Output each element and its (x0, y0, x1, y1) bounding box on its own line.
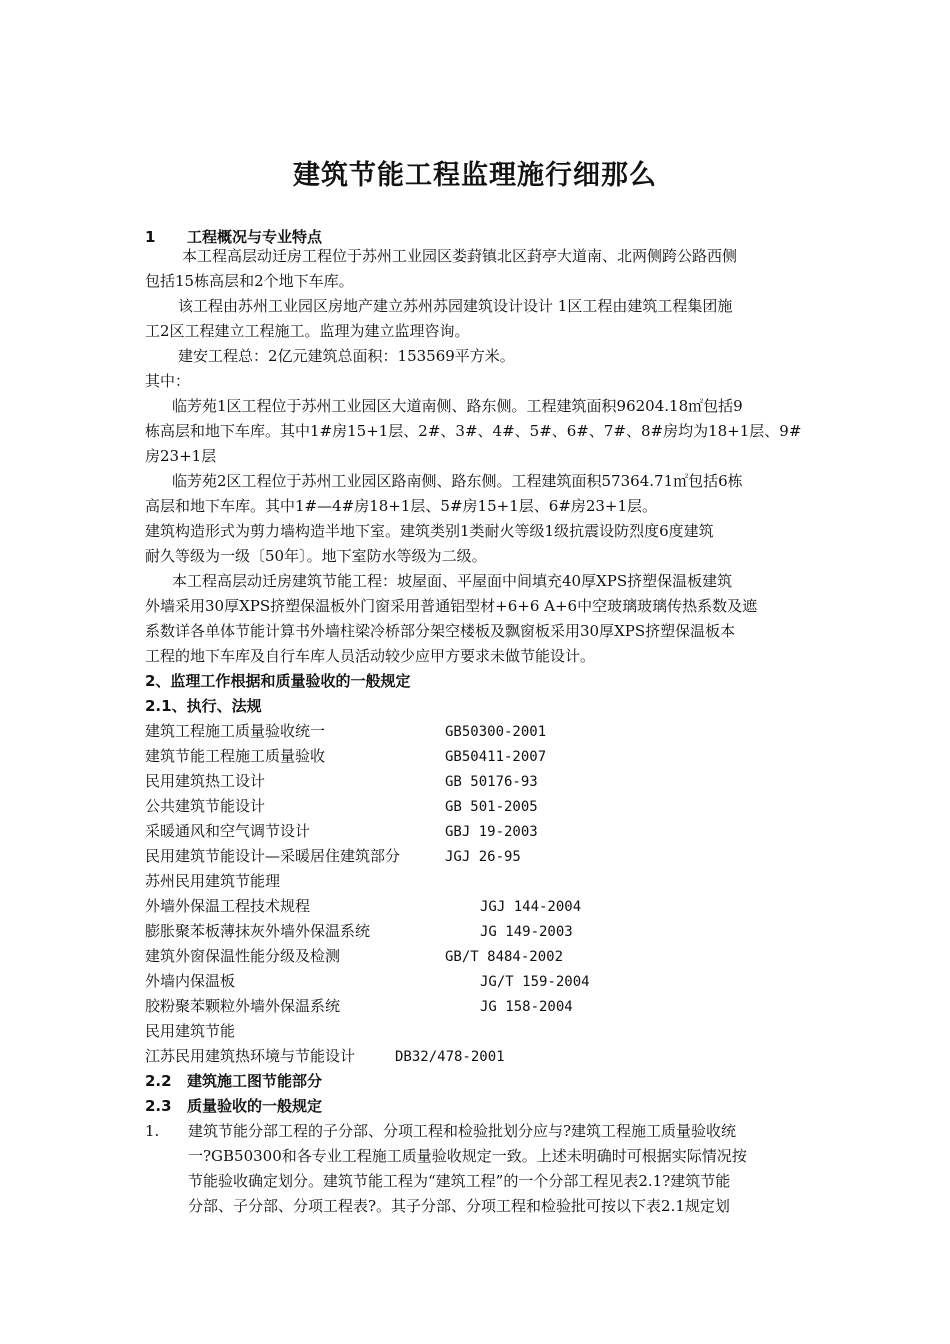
standard-row (145, 895, 810, 918)
paragraph-line: 高层和地下车库。其中1#—4#房18+1层、5#房15+1层、6#房23+1层。 (145, 497, 658, 515)
paragraph-line: 系数详各单体节能计算书外墙柱梁冷桥部分架空楼板及飘窗板采用30厚XPS挤塑保温板本 (145, 622, 736, 640)
standard-code: GB50411-2007 (445, 749, 547, 765)
document-title: 建筑节能工程监理施行细那么 (293, 160, 657, 191)
standard-row (145, 720, 810, 743)
standard-row (145, 770, 810, 793)
item-line: 一?GB50300和各专业工程施工质量验收规定一致。上述未明确时可根据实际情况按 (188, 1147, 747, 1165)
paragraph-line: 工2区工程建立工程施工。监理为建立监理咨询。 (145, 322, 470, 340)
item-line: 节能验收确定划分。建筑节能工程为“建筑工程”的一个分部工程见表2.1?建筑节能 (188, 1172, 731, 1190)
standard-name: 建筑外窗保温性能分级及检测 (145, 947, 341, 965)
standard-code: GB 50176-93 (445, 774, 538, 790)
standard-name: 民用建筑节能 (145, 1022, 236, 1040)
standard-row (145, 745, 810, 768)
standard-name: 膨胀聚苯板薄抹灰外墙外保温系统 (145, 922, 371, 940)
standard-row (145, 995, 810, 1018)
section-2-3-title: 质量验收的一般规定 (187, 1097, 323, 1115)
section-2-heading: 2、监理工作根据和质量验收的一般规定 (145, 672, 411, 690)
standard-name: 采暖通风和空气调节设计 (145, 822, 311, 840)
standard-name: 建筑工程施工质量验收统一 (145, 722, 326, 740)
standard-name: 公共建筑节能设计 (145, 797, 266, 815)
paragraph-line: 临芳苑2区工程位于苏州工业园区路南侧、路东侧。工程建筑面积57364.71㎡包括6栋 (172, 472, 743, 490)
standard-row (145, 945, 810, 968)
standard-code: GB50300-2001 (445, 724, 547, 740)
standard-name: 苏州民用建筑节能理 (145, 872, 281, 890)
paragraph-line: 临芳苑1区工程位于苏州工业园区大道南侧、路东侧。工程建筑面积96204.18㎡包括9 (172, 397, 743, 415)
paragraph-line: 本工程高层动迁房建筑节能工程：坡屋面、平屋面中间填充40厚XPS挤塑保温板建筑 (172, 572, 733, 590)
item-line: 分部、子分部、分项工程表?。其子分部、分项工程和检验批可按以下表2.1规定划 (188, 1197, 730, 1215)
standard-row (145, 820, 810, 843)
paragraph-line: 其中： (145, 372, 191, 390)
standard-row (145, 1020, 810, 1043)
standard-code: DB32/478-2001 (395, 1049, 505, 1065)
standard-name: 外墙内保温板 (145, 972, 236, 990)
standard-name: 民用建筑节能设计—采暖居住建筑部分 (145, 847, 401, 865)
standard-row (145, 795, 810, 818)
paragraph-line: 该工程由苏州工业园区房地产建立苏州苏园建筑设计设计 1区工程由建筑工程集团施 (178, 297, 733, 315)
paragraph-line: 耐久等级为一级〔50年〕。地下室防水等级为二级。 (145, 547, 487, 565)
paragraph-line: 本工程高层动迁房工程位于苏州工业园区娄葑镇北区葑亭大道南、北两侧跨公路西侧 (182, 247, 738, 265)
standard-code: JG 158-2004 (480, 999, 573, 1015)
section-2-1-heading: 2.1、执行、法规 (145, 697, 262, 715)
item-line: 建筑节能分部工程的子分部、分项工程和检验批划分应与?建筑工程施工质量验收统 (188, 1122, 737, 1140)
standard-name: 江苏民用建筑热环境与节能设计 (145, 1047, 356, 1065)
paragraph-line: 房23+1层 (145, 447, 217, 465)
standard-row (145, 920, 810, 943)
paragraph-line: 外墙采用30厚XPS挤塑保温板外门窗采用普通铝型材+6+6 A+6中空玻璃玻璃传热系数及遮 (145, 597, 758, 615)
standard-code: JG 149-2003 (480, 924, 573, 940)
section-2-3-number: 2.3 (145, 1097, 172, 1115)
standard-name: 建筑节能工程施工质量验收 (145, 747, 326, 765)
standard-code: JGJ 26-95 (445, 849, 521, 865)
standard-code: GB/T 8484-2002 (445, 949, 564, 965)
standard-name: 民用建筑热工设计 (145, 772, 266, 790)
section-2-2-title: 建筑施工图节能部分 (187, 1072, 323, 1090)
section-2-2-heading (145, 1070, 810, 1092)
standard-code: GB 501-2005 (445, 799, 538, 815)
standard-row (145, 845, 810, 868)
section-1-title: 工程概况与专业特点 (187, 228, 323, 246)
standard-name: 胶粉聚苯颗粒外墙外保温系统 (145, 997, 341, 1015)
item-number: 1. (145, 1122, 160, 1140)
paragraph-line: 包括15栋高层和2个地下车库。 (145, 272, 354, 290)
standard-row (145, 870, 810, 893)
standard-code: GBJ 19-2003 (445, 824, 538, 840)
paragraph-line: 建筑构造形式为剪力墙构造半地下室。建筑类别1类耐火等级1级抗震设防烈度6度建筑 (145, 522, 714, 540)
standard-row (145, 1045, 810, 1068)
paragraph-line: 栋高层和地下车库。其中1#房15+1层、2#、3#、4#、5#、6#、7#、8#房均为18+1层、9# (145, 422, 802, 440)
standard-code: JGJ 144-2004 (480, 899, 582, 915)
standard-row (145, 970, 810, 993)
section-2-3-heading (145, 1095, 810, 1117)
section-1-number: 1 (145, 228, 156, 246)
standard-code: JG/T 159-2004 (480, 974, 590, 990)
standard-name: 外墙外保温工程技术规程 (145, 897, 311, 915)
paragraph-line: 建安工程总：2亿元建筑总面积：153569平方米。 (178, 347, 515, 365)
paragraph-line: 工程的地下车库及自行车库人员活动较少应甲方要求未做节能设计。 (145, 647, 596, 665)
section-2-2-number: 2.2 (145, 1072, 172, 1090)
